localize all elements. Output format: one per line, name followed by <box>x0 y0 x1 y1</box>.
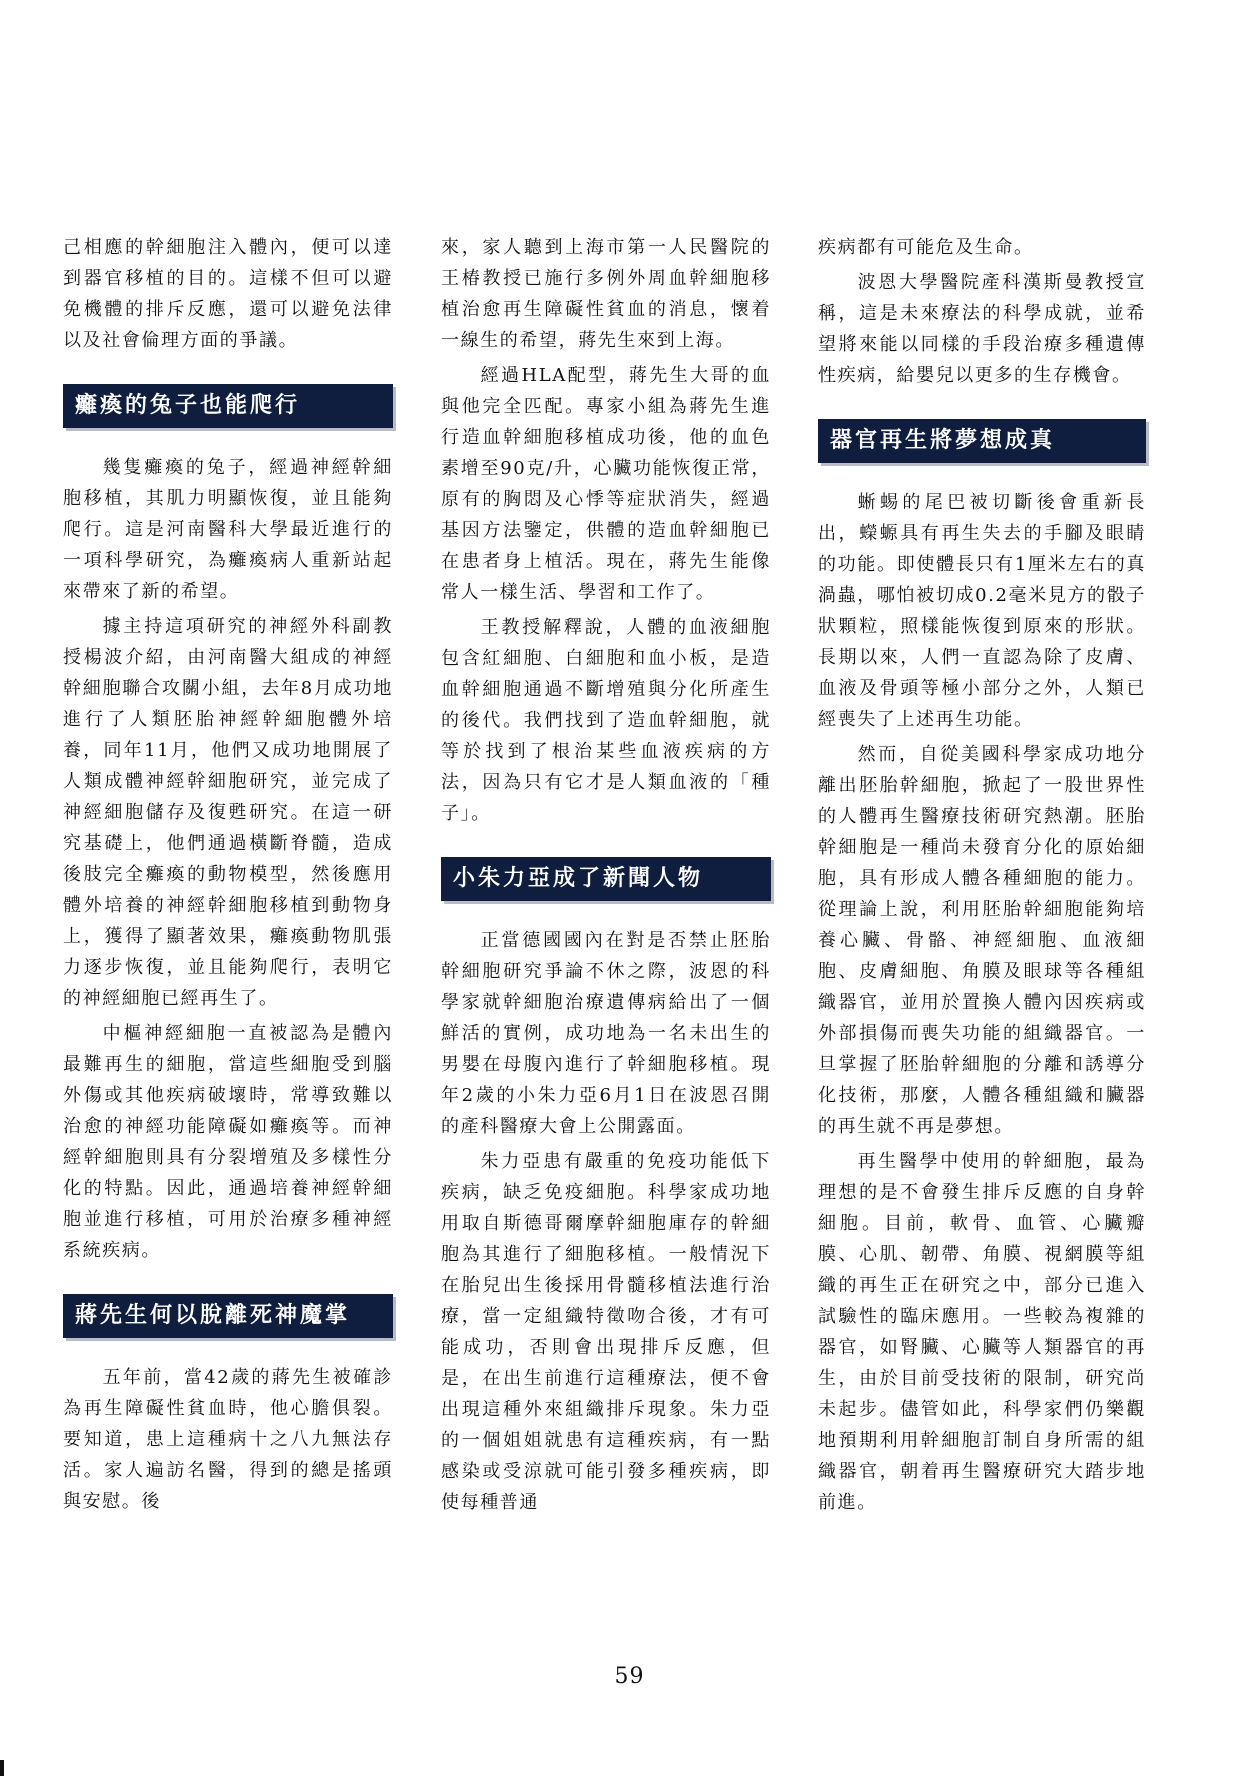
section-heading-paralyzed-rabbits: 癱瘓的兔子也能爬行 <box>63 384 393 428</box>
paragraph: 經過HLA配型，蔣先生大哥的血與他完全匹配。專家小組為蔣先生進行造血幹細胞移植成功後，他的血色素增至90克/升，心臟功能恢復正常，原有的胸悶及心悸等症狀消失，經過基因方法鑒定，供體的造血幹細胞已在患者身上植活。現在，蔣先生能像常人一樣生活、學習和工作了。 <box>441 365 771 603</box>
paragraph: 五年前，當42歲的蔣先生被確診為再生障礙性貧血時，他心膽俱裂。要知道，患上這種病十之八九無法存活。家人遍訪名醫，得到的總是搖頭與安慰。後 <box>63 1367 393 1512</box>
paragraph: 波恩大學醫院產科漢斯曼教授宣稱，這是未來療法的科學成就，並希望將來能以同樣的手段治療多種遺傳性疾病，給嬰兒以更多的生存機會。 <box>818 272 1146 386</box>
paragraph: 來，家人聽到上海市第一人民醫院的王椿教授已施行多例外周血幹細胞移植治愈再生障礙性貧血的消息，懷着一線生的希望，蔣先生來到上海。 <box>441 237 771 351</box>
paragraph: 再生醫學中使用的幹細胞，最為理想的是不會發生排斥反應的自身幹細胞。目前，軟骨、血管、心臟瓣膜、心肌、韌帶、角膜、視網膜等組織的再生正在研究之中，部分已進入試驗性的臨床應用。一些較為複雜的器官，如腎臟、心臟等人類器官的再生，由於目前受技術的限制，研究尚未起步。儘管如此，科學家們仍樂觀地預期利用幹細胞訂制自身所需的組織器官，朝着再生醫療研究大踏步地前進。 <box>818 1151 1146 1513</box>
scan-edge-mark <box>0 1760 4 1776</box>
paragraph: 中樞神經細胞一直被認為是體內最難再生的細胞，當這些細胞受到腦外傷或其他疾病破壞時，常導致難以治愈的神經功能障礙如癱瘓等。而神經幹細胞則具有分裂增殖及多樣性分化的特點。因此，通過培養神經幹細胞並進行移植，可用於治療多種神經系統疾病。 <box>63 1023 393 1261</box>
paragraph: 正當德國國內在對是否禁止胚胎幹細胞研究爭論不休之際，波恩的科學家就幹細胞治療遺傳病給出了一個鮮活的實例，成功地為一名未出生的男嬰在母腹內進行了幹細胞移植。現年2歲的小朱力亞6月1日在波恩召開的產科醫療大會上公開露面。 <box>441 930 771 1137</box>
page-number: 59 <box>614 1664 645 1689</box>
column-3 <box>818 232 1146 1522</box>
paragraph: 據主持這項研究的神經外科副教授楊波介紹，由河南醫大組成的神經幹細胞聯合攻關小組，去年8月成功地進行了人類胚胎神經幹細胞體外培養，同年11月，他們又成功地開展了人類成體神經幹細胞研究，並完成了神經細胞儲存及復甦研究。在這一研究基礎上，他們通過橫斷脊髓，造成後肢完全癱瘓的動物模型，然後應用體外培養的神經幹細胞移植到動物身上，獲得了顯著效果，癱瘓動物肌張力逐步恢復，並且能夠爬行，表明它的神經細胞已經再生了。 <box>63 616 393 1009</box>
paragraph: 然而，自從美國科學家成功地分離出胚胎幹細胞，掀起了一股世界性的人體再生醫療技術研究熱潮。胚胎幹細胞是一種尚未發育分化的原始細胞，具有形成人體各種細胞的能力。從理論上說，利用胚胎幹細胞能夠培養心臟、骨骼、神經細胞、血液細胞、皮膚細胞、角膜及眼球等各種組織器官，並用於置換人體內因疾病或外部損傷而喪失功能的組織器官。一旦掌握了胚胎幹細胞的分離和誘導分化技術，那麼，人體各種組織和臟器的再生就不再是夢想。 <box>818 744 1146 1137</box>
section-heading-mr-jiang: 蔣先生何以脫離死神魔掌 <box>63 1294 393 1338</box>
paragraph: 疾病都有可能危及生命。 <box>818 237 1034 258</box>
column-2 <box>441 232 771 1522</box>
paragraph: 幾隻癱瘓的兔子，經過神經幹細胞移植，其肌力明顯恢復，並且能夠爬行。這是河南醫科大學最近進行的一項科學研究，為癱瘓病人重新站起來帶來了新的希望。 <box>63 457 393 602</box>
paragraph: 蜥蜴的尾巴被切斷後會重新長出，蠑螈具有再生失去的手腳及眼睛的功能。即使體長只有1厘米左右的真渦蟲，哪怕被切成0.2毫米見方的骰子狀顆粒，照樣能恢復到原來的形狀。長期以來，人們一直認為除了皮膚、血液及骨頭等極小部分之外，人類已經喪失了上述再生功能。 <box>818 492 1146 730</box>
column-1 <box>63 232 393 1521</box>
section-heading-little-julia: 小朱力亞成了新聞人物 <box>441 857 771 901</box>
paragraph: 王教授解釋說，人體的血液細胞包含紅細胞、白細胞和血小板，是造血幹細胞通過不斷增殖與分化所產生的後代。我們找到了造血幹細胞，就等於找到了根治某些血液疾病的方法，因為只有它才是人類血液的「種子」。 <box>441 617 771 824</box>
paragraph: 己相應的幹細胞注入體內，便可以達到器官移植的目的。這樣不但可以避免機體的排斥反應，還可以避免法律以及社會倫理方面的爭議。 <box>63 237 393 351</box>
paragraph: 朱力亞患有嚴重的免疫功能低下疾病，缺乏免疫細胞。科學家成功地用取自斯德哥爾摩幹細胞庫存的幹細胞為其進行了細胞移植。一般情況下在胎兒出生後採用骨髓移植法進行治療，當一定組織特徵吻合後，才有可能成功，否則會出現排斥反應，但是，在出生前進行這種療法，便不會出現這種外來組織排斥現象。朱力亞的一個姐姐就患有這種疾病，有一點感染或受涼就可能引發多種疾病，即使每種普通 <box>441 1151 771 1513</box>
section-heading-organ-regeneration: 器官再生將夢想成真 <box>818 419 1146 463</box>
